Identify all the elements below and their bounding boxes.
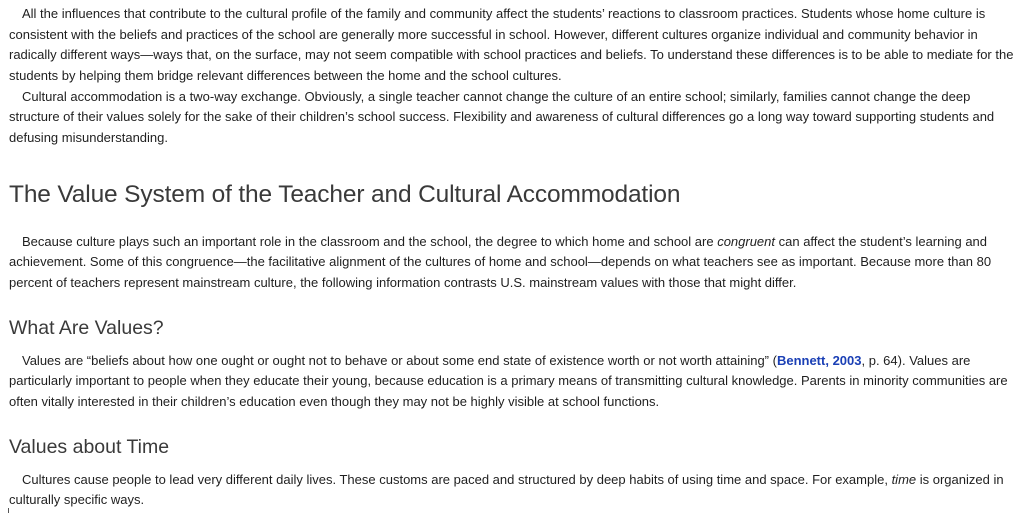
citation-link-bennett-2003[interactable]: Bennett, 2003 xyxy=(776,352,862,368)
what-are-values-paragraph: Values are “beliefs about how one ought or ought not to behave or about some end state of existence worth or not worth attaining” (Bennett, 2003, p. 64). Values are particularly important to people when they educate their young, because education is a primary means of transmitting cultural knowledge. Parents in minority communities are often vitally interested in their children’s education even though they may not be highly visible at school functions. xyxy=(9,352,1008,409)
intro-paragraph-2: Cultural accommodation is a two-way exchange. Obviously, a single teacher cannot change the culture of an entire school; similarly, families cannot change the deep structure of their values solely for the sake of their children’s school success. Flexibility and awareness of cultural differences go a long way toward supporting students and defusing misunderstanding. xyxy=(9,88,995,145)
intro-paragraph-1: All the influences that contribute to the cultural profile of the family and community affect the students’ reactions to classroom practices. Students whose home culture is consistent with the beliefs and practices of the school are generally more successful in school. However, different cultures organize individual and community behavior in radically different ways—ways that, on the surface, may not seem compatible with school practices and beliefs. To understand these differences is to be able to mediate for the students by helping them bridge relevant differences between the home and the school cultures. xyxy=(9,6,1014,83)
section-heading-values-about-time: Values about Time xyxy=(9,435,170,458)
emphasis-congruent: congruent xyxy=(717,233,776,249)
emphasis-time: time xyxy=(891,471,917,487)
section-heading-what-are-values: What Are Values? xyxy=(9,316,164,339)
section-heading-value-system: The Value System of the Teacher and Cultural Accommodation xyxy=(9,181,681,208)
text-cursor-mark xyxy=(8,508,9,513)
values-about-time-paragraph: Cultures cause people to lead very different daily lives. These customs are paced and structured by deep habits of using time and space. For example, time is organized in culturally specific ways. xyxy=(9,471,1004,508)
value-system-paragraph: Because culture plays such an important role in the classroom and the school, the degree to which home and school are congruent can affect the student’s learning and achievement. Some of this congruence—the facilitative alignment of the cultures of home and school—depends on what teachers see as important. Because more than 80 percent of teachers represent mainstream culture, the following information contrasts U.S. mainstream values with those that might differ. xyxy=(9,233,992,290)
